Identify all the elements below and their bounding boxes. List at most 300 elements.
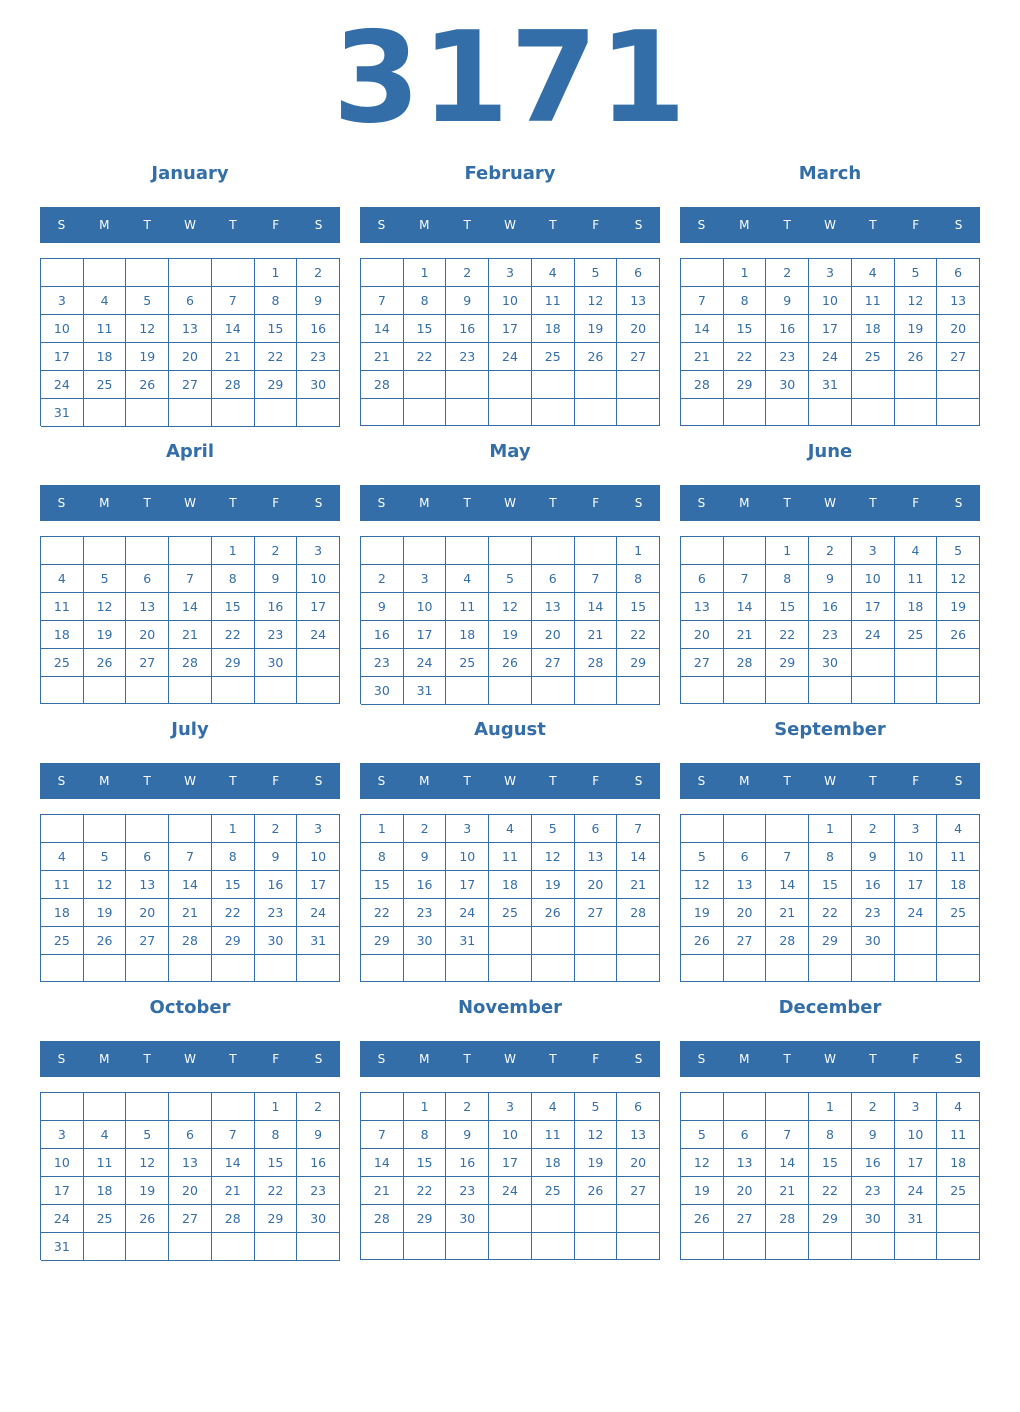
empty-cell — [361, 1093, 404, 1121]
day-cell: 20 — [532, 621, 575, 649]
day-cell: 22 — [809, 1177, 852, 1205]
month-name: October — [149, 997, 231, 1018]
day-cell: 26 — [126, 371, 169, 399]
day-cell: 25 — [937, 1177, 980, 1205]
day-cell: 12 — [84, 871, 127, 899]
day-cell: 28 — [575, 649, 618, 677]
day-cell: 5 — [126, 1121, 169, 1149]
day-cell: 7 — [361, 287, 404, 315]
day-cell: 9 — [766, 287, 809, 315]
day-cell: 23 — [297, 343, 340, 371]
day-cell: 28 — [681, 371, 724, 399]
day-cell: 4 — [41, 843, 84, 871]
weekday-label: T — [463, 218, 471, 232]
day-cell: 25 — [852, 343, 895, 371]
day-cell: 21 — [212, 343, 255, 371]
empty-cell — [532, 399, 575, 426]
empty-cell — [126, 259, 169, 287]
empty-cell — [169, 677, 212, 704]
day-cell: 30 — [446, 1205, 489, 1233]
day-cell: 17 — [41, 1177, 84, 1205]
day-cell: 7 — [766, 843, 809, 871]
empty-cell — [724, 537, 767, 565]
day-cell: 7 — [212, 287, 255, 315]
empty-cell — [681, 399, 724, 426]
day-cell: 8 — [255, 287, 298, 315]
empty-cell — [895, 955, 938, 982]
day-cell: 1 — [617, 537, 660, 565]
day-cell: 19 — [937, 593, 980, 621]
day-cell: 7 — [766, 1121, 809, 1149]
day-cell: 19 — [681, 1177, 724, 1205]
day-cell: 15 — [809, 871, 852, 899]
day-cell: 6 — [575, 815, 618, 843]
day-cell: 26 — [575, 1177, 618, 1205]
weekday-label: S — [697, 218, 706, 232]
day-cell: 12 — [895, 287, 938, 315]
empty-cell — [681, 1233, 724, 1260]
day-cell: 9 — [446, 1121, 489, 1149]
day-cell: 2 — [852, 815, 895, 843]
empty-cell — [617, 677, 660, 705]
day-cell: 24 — [297, 621, 340, 649]
weekday-label: S — [697, 496, 706, 510]
day-cell: 7 — [617, 815, 660, 843]
empty-cell — [84, 677, 127, 704]
empty-cell — [212, 1093, 255, 1121]
day-cell: 17 — [489, 1149, 532, 1177]
weekday-header — [680, 485, 980, 521]
day-cell: 1 — [212, 537, 255, 565]
day-cell: 13 — [724, 871, 767, 899]
day-cell: 13 — [532, 593, 575, 621]
empty-cell — [809, 955, 852, 982]
day-cell: 21 — [169, 621, 212, 649]
empty-cell — [255, 955, 298, 982]
weekday-label: W — [504, 496, 516, 510]
weekday-label: S — [954, 218, 963, 232]
day-cell: 16 — [255, 871, 298, 899]
day-cell: 1 — [766, 537, 809, 565]
empty-cell — [937, 927, 980, 955]
day-cell: 14 — [361, 1149, 404, 1177]
day-cell: 17 — [446, 871, 489, 899]
weekday-header — [360, 207, 660, 243]
day-cell: 21 — [724, 621, 767, 649]
weekday-label: S — [954, 774, 963, 788]
day-cell: 5 — [532, 815, 575, 843]
day-cell: 4 — [489, 815, 532, 843]
day-cell: 24 — [809, 343, 852, 371]
empty-cell — [852, 955, 895, 982]
day-cell: 12 — [937, 565, 980, 593]
day-cell: 21 — [361, 343, 404, 371]
empty-cell — [84, 955, 127, 982]
day-cell: 26 — [489, 649, 532, 677]
day-cell: 12 — [84, 593, 127, 621]
empty-cell — [575, 1233, 618, 1260]
weekday-label: T — [463, 496, 471, 510]
empty-cell — [169, 399, 212, 427]
weekday-label: T — [783, 1052, 791, 1066]
day-cell: 16 — [361, 621, 404, 649]
day-cell: 18 — [532, 315, 575, 343]
day-cell: 23 — [852, 899, 895, 927]
day-cell: 24 — [852, 621, 895, 649]
empty-cell — [489, 371, 532, 399]
day-cell: 22 — [724, 343, 767, 371]
empty-cell — [126, 1093, 169, 1121]
day-cell: 16 — [297, 315, 340, 343]
day-cell: 18 — [937, 1149, 980, 1177]
day-cell: 28 — [361, 1205, 404, 1233]
day-cell: 11 — [937, 843, 980, 871]
weekday-label: W — [184, 218, 196, 232]
weekday-header — [360, 485, 660, 521]
empty-cell — [681, 677, 724, 704]
day-cell: 17 — [895, 871, 938, 899]
weekday-label: T — [869, 218, 877, 232]
empty-cell — [41, 259, 84, 287]
day-cell: 2 — [297, 1093, 340, 1121]
weekday-label: W — [504, 1052, 516, 1066]
day-cell: 25 — [41, 927, 84, 955]
weekday-label: F — [272, 1052, 280, 1066]
day-cell: 4 — [532, 259, 575, 287]
day-cell: 16 — [852, 1149, 895, 1177]
day-cell: 7 — [681, 287, 724, 315]
empty-cell — [361, 537, 404, 565]
empty-cell — [852, 371, 895, 399]
day-cell: 24 — [446, 899, 489, 927]
empty-cell — [532, 371, 575, 399]
day-cell: 12 — [126, 1149, 169, 1177]
weekday-label: W — [184, 774, 196, 788]
day-cell: 6 — [617, 259, 660, 287]
day-cell: 2 — [809, 537, 852, 565]
day-cell: 14 — [212, 1149, 255, 1177]
weekday-label: M — [419, 1052, 430, 1066]
weekday-label: F — [912, 218, 920, 232]
day-cell: 20 — [617, 1149, 660, 1177]
empty-cell — [212, 259, 255, 287]
day-cell: 2 — [446, 259, 489, 287]
weekday-label: M — [419, 774, 430, 788]
day-cell: 18 — [84, 1177, 127, 1205]
day-cell: 12 — [532, 843, 575, 871]
day-cell: 19 — [895, 315, 938, 343]
empty-cell — [617, 927, 660, 955]
empty-cell — [766, 955, 809, 982]
day-cell: 13 — [169, 315, 212, 343]
day-cell: 6 — [724, 843, 767, 871]
empty-cell — [575, 537, 618, 565]
day-cell: 25 — [532, 1177, 575, 1205]
day-cell: 29 — [255, 371, 298, 399]
empty-cell — [169, 537, 212, 565]
day-cell: 22 — [617, 621, 660, 649]
day-cell: 13 — [724, 1149, 767, 1177]
empty-cell — [169, 259, 212, 287]
day-cell: 22 — [404, 1177, 447, 1205]
day-cell: 13 — [126, 871, 169, 899]
day-cell: 5 — [575, 259, 618, 287]
empty-cell — [41, 955, 84, 982]
empty-cell — [895, 927, 938, 955]
empty-cell — [532, 1205, 575, 1233]
empty-cell — [575, 399, 618, 426]
day-cell: 20 — [169, 1177, 212, 1205]
day-cell: 30 — [809, 649, 852, 677]
day-cell: 16 — [766, 315, 809, 343]
day-cell: 26 — [681, 927, 724, 955]
day-cell: 2 — [446, 1093, 489, 1121]
weekday-label: S — [314, 218, 323, 232]
empty-cell — [361, 399, 404, 426]
day-grid — [40, 814, 340, 982]
day-cell: 30 — [297, 1205, 340, 1233]
empty-cell — [489, 399, 532, 426]
day-cell: 24 — [895, 899, 938, 927]
day-cell: 4 — [937, 1093, 980, 1121]
day-cell: 15 — [724, 315, 767, 343]
day-cell: 9 — [852, 1121, 895, 1149]
empty-cell — [41, 1093, 84, 1121]
day-cell: 8 — [404, 287, 447, 315]
empty-cell — [852, 399, 895, 426]
weekday-label: S — [57, 218, 66, 232]
empty-cell — [532, 927, 575, 955]
empty-cell — [724, 1093, 767, 1121]
day-cell: 30 — [361, 677, 404, 705]
day-cell: 16 — [297, 1149, 340, 1177]
day-cell: 4 — [84, 1121, 127, 1149]
day-cell: 26 — [84, 927, 127, 955]
day-cell: 26 — [937, 621, 980, 649]
weekday-label: T — [869, 1052, 877, 1066]
day-cell: 27 — [937, 343, 980, 371]
weekday-label: S — [314, 774, 323, 788]
day-grid — [680, 536, 980, 704]
day-cell: 5 — [681, 843, 724, 871]
day-cell: 6 — [126, 565, 169, 593]
day-cell: 17 — [297, 871, 340, 899]
day-cell: 31 — [895, 1205, 938, 1233]
day-cell: 30 — [852, 927, 895, 955]
weekday-label: T — [549, 1052, 557, 1066]
day-cell: 20 — [126, 621, 169, 649]
day-cell: 18 — [41, 621, 84, 649]
day-cell: 26 — [895, 343, 938, 371]
empty-cell — [617, 371, 660, 399]
month-name: September — [774, 719, 886, 740]
weekday-label: M — [99, 1052, 110, 1066]
day-cell: 19 — [84, 621, 127, 649]
day-cell: 2 — [766, 259, 809, 287]
empty-cell — [895, 649, 938, 677]
day-cell: 20 — [681, 621, 724, 649]
weekday-label: T — [143, 218, 151, 232]
empty-cell — [575, 371, 618, 399]
weekday-label: S — [57, 1052, 66, 1066]
day-cell: 10 — [895, 843, 938, 871]
day-cell: 6 — [169, 287, 212, 315]
day-cell: 1 — [255, 259, 298, 287]
day-cell: 26 — [681, 1205, 724, 1233]
day-cell: 15 — [212, 593, 255, 621]
day-cell: 29 — [404, 1205, 447, 1233]
empty-cell — [84, 815, 127, 843]
day-cell: 1 — [404, 259, 447, 287]
weekday-header — [40, 485, 340, 521]
day-cell: 16 — [255, 593, 298, 621]
day-cell: 29 — [212, 927, 255, 955]
day-grid — [40, 1092, 340, 1260]
day-cell: 7 — [169, 843, 212, 871]
day-cell: 3 — [41, 287, 84, 315]
empty-cell — [766, 399, 809, 426]
day-cell: 29 — [361, 927, 404, 955]
day-cell: 15 — [212, 871, 255, 899]
month-name: February — [464, 163, 556, 184]
day-cell: 16 — [809, 593, 852, 621]
empty-cell — [212, 677, 255, 704]
day-cell: 21 — [766, 899, 809, 927]
empty-cell — [169, 1233, 212, 1261]
day-cell: 8 — [766, 565, 809, 593]
day-cell: 12 — [575, 287, 618, 315]
weekday-label: T — [783, 218, 791, 232]
day-cell: 7 — [169, 565, 212, 593]
weekday-label: T — [229, 496, 237, 510]
month-name: June — [807, 441, 853, 462]
weekday-label: T — [783, 496, 791, 510]
empty-cell — [255, 399, 298, 427]
day-cell: 1 — [724, 259, 767, 287]
day-cell: 2 — [361, 565, 404, 593]
day-cell: 29 — [809, 1205, 852, 1233]
empty-cell — [766, 815, 809, 843]
day-cell: 17 — [809, 315, 852, 343]
day-cell: 9 — [852, 843, 895, 871]
empty-cell — [937, 1233, 980, 1260]
day-cell: 8 — [212, 565, 255, 593]
day-cell: 22 — [255, 1177, 298, 1205]
day-cell: 12 — [489, 593, 532, 621]
day-cell: 22 — [212, 899, 255, 927]
day-cell: 1 — [212, 815, 255, 843]
day-cell: 27 — [724, 927, 767, 955]
day-cell: 7 — [361, 1121, 404, 1149]
day-cell: 8 — [809, 843, 852, 871]
day-cell: 9 — [255, 843, 298, 871]
empty-cell — [255, 1233, 298, 1261]
day-cell: 15 — [404, 1149, 447, 1177]
empty-cell — [297, 955, 340, 982]
weekday-label: T — [463, 1052, 471, 1066]
empty-cell — [895, 1233, 938, 1260]
day-cell: 24 — [41, 1205, 84, 1233]
day-cell: 9 — [404, 843, 447, 871]
empty-cell — [575, 927, 618, 955]
day-cell: 11 — [446, 593, 489, 621]
day-cell: 23 — [255, 621, 298, 649]
weekday-label: W — [184, 1052, 196, 1066]
day-cell: 3 — [852, 537, 895, 565]
empty-cell — [212, 1233, 255, 1261]
day-cell: 20 — [169, 343, 212, 371]
empty-cell — [937, 677, 980, 704]
day-cell: 9 — [446, 287, 489, 315]
empty-cell — [724, 955, 767, 982]
day-cell: 4 — [852, 259, 895, 287]
empty-cell — [169, 815, 212, 843]
weekday-label: F — [912, 1052, 920, 1066]
empty-cell — [126, 1233, 169, 1261]
day-cell: 20 — [724, 899, 767, 927]
day-cell: 19 — [575, 1149, 618, 1177]
day-cell: 12 — [126, 315, 169, 343]
day-cell: 25 — [41, 649, 84, 677]
empty-cell — [937, 955, 980, 982]
day-cell: 21 — [212, 1177, 255, 1205]
weekday-label: T — [549, 774, 557, 788]
day-cell: 30 — [255, 927, 298, 955]
day-cell: 31 — [297, 927, 340, 955]
day-cell: 28 — [361, 371, 404, 399]
weekday-label: W — [504, 774, 516, 788]
day-grid — [680, 814, 980, 982]
day-cell: 7 — [212, 1121, 255, 1149]
weekday-label: W — [184, 496, 196, 510]
empty-cell — [809, 399, 852, 426]
day-cell: 11 — [532, 287, 575, 315]
weekday-label: F — [912, 774, 920, 788]
day-cell: 3 — [809, 259, 852, 287]
weekday-header — [680, 1041, 980, 1077]
day-cell: 27 — [126, 927, 169, 955]
day-cell: 26 — [84, 649, 127, 677]
day-cell: 31 — [41, 399, 84, 427]
weekday-label: W — [504, 218, 516, 232]
day-cell: 28 — [617, 899, 660, 927]
day-cell: 16 — [446, 315, 489, 343]
empty-cell — [532, 537, 575, 565]
month-name: January — [151, 163, 229, 184]
empty-cell — [937, 649, 980, 677]
empty-cell — [766, 1093, 809, 1121]
empty-cell — [84, 399, 127, 427]
day-cell: 17 — [489, 315, 532, 343]
weekday-label: S — [377, 218, 386, 232]
month-name: December — [778, 997, 882, 1018]
empty-cell — [895, 371, 938, 399]
day-cell: 23 — [446, 1177, 489, 1205]
empty-cell — [212, 955, 255, 982]
day-grid — [360, 258, 660, 426]
weekday-label: S — [634, 1052, 643, 1066]
day-cell: 5 — [84, 565, 127, 593]
day-cell: 13 — [617, 1121, 660, 1149]
day-cell: 9 — [361, 593, 404, 621]
day-cell: 28 — [169, 649, 212, 677]
day-cell: 15 — [361, 871, 404, 899]
day-cell: 9 — [297, 287, 340, 315]
day-cell: 23 — [852, 1177, 895, 1205]
day-cell: 25 — [532, 343, 575, 371]
day-cell: 15 — [809, 1149, 852, 1177]
empty-cell — [617, 1233, 660, 1260]
